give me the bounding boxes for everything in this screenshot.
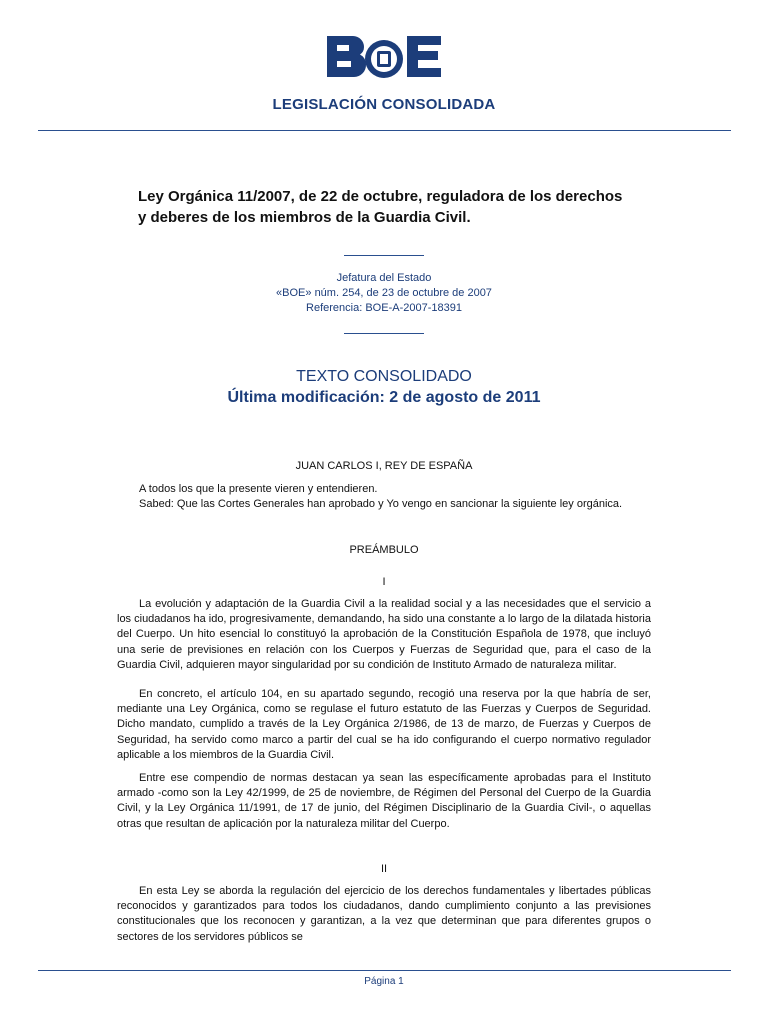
law-title-line1: Ley Orgánica 11/2007, de 22 de octubre, reguladora de los derechos [138,188,623,205]
king-heading: JUAN CARLOS I, REY DE ESPAÑA [295,460,473,472]
intro-paragraph: Sabed: Que las Cortes Generales han aprobado y Yo vengo en sancionar la siguiente ley orgánica. [139,498,623,510]
body-paragraph: Entre ese compendio de normas destacan ya sean las específicamente aprobadas para el Instituto armado -como son la Ley 42/1999, de 25 de noviembre, de Régimen del Personal del Cuerpo de la Guardia Civil, y la Ley Orgánica 11/1991, de 17 de junio, del Régimen Disciplinario de la Guardia Civil-, o aquellas otras que resultan de aplicación por la naturaleza militar del Cuerpo. [117,772,651,830]
body-paragraph: La evolución y adaptación de la Guardia Civil a la realidad social y a las necesidades que el servicio a los ciudadanos ha ido, progresivamente, demandando, ha sido una constante a lo largo de la dilatada historia del Cuerpo. Un hito esencial lo constituyó la aprobación de la Constitución Española de 1978, que incluyó una serie de previsiones en relación con los Cuerpos y Fuerzas de Seguridad que, para el caso de la Guardia Civil, adquieren mayor singularidad por su condición de Instituto Armado de naturaleza militar. [117,598,651,671]
section-heading-I: I [382,576,386,588]
footer-divider [38,970,731,971]
publication-info [0,271,768,316]
section-title: LEGISLACIÓN CONSOLIDADA [272,96,496,113]
consolidated-label: TEXTO CONSOLIDADO [296,368,472,385]
divider-short [344,255,424,256]
intro-paragraph: A todos los que la presente vieren y entendieren. [139,483,378,495]
law-title [138,186,658,228]
issuer: Jefatura del Estado [336,272,432,284]
body-paragraph: En concreto, el artículo 104, en su apartado segundo, recogió una reserva por la que habría de ser, mediante una Ley Orgánica, como se regulase el futuro estatuto de las Fuerzas y Cuerpos de Seguridad. Dicho mandato, cumplido a través de la Ley Orgánica 2/1986, de 13 de marzo, de Fuerzas y Cuerpos de Seguridad, ha servido como marco a partir del cual se ha ido configurando el cuerpo normativo regulador aplicable a los miembros de la Guardia Civil. [117,688,651,761]
body-paragraph: En esta Ley se aborda la regulación del ejercicio de los derechos fundamentales y libertades públicas reconocidos y garantizados para todos los ciudadanos, dando cumplimiento conjunto a las previsiones constitucionales que los reconocen y garantizan, a la vez que determinan que para diferentes grupos o sectores de los servidores públicos se [117,885,651,943]
last-modified: Última modificación: 2 de agosto de 2011 [227,389,541,406]
boe-logo [327,36,441,82]
header-divider [38,130,731,131]
preamble-heading: PREÁMBULO [349,544,419,556]
reference-code: Referencia: BOE-A-2007-18391 [306,302,462,314]
law-title-line2: y deberes de los miembros de la Guardia Civil. [138,209,471,226]
divider-short [344,333,424,334]
page-number: Página 1 [364,976,404,987]
section-heading-II: II [380,863,388,875]
boe-reference: «BOE» núm. 254, de 23 de octubre de 2007 [276,287,492,299]
